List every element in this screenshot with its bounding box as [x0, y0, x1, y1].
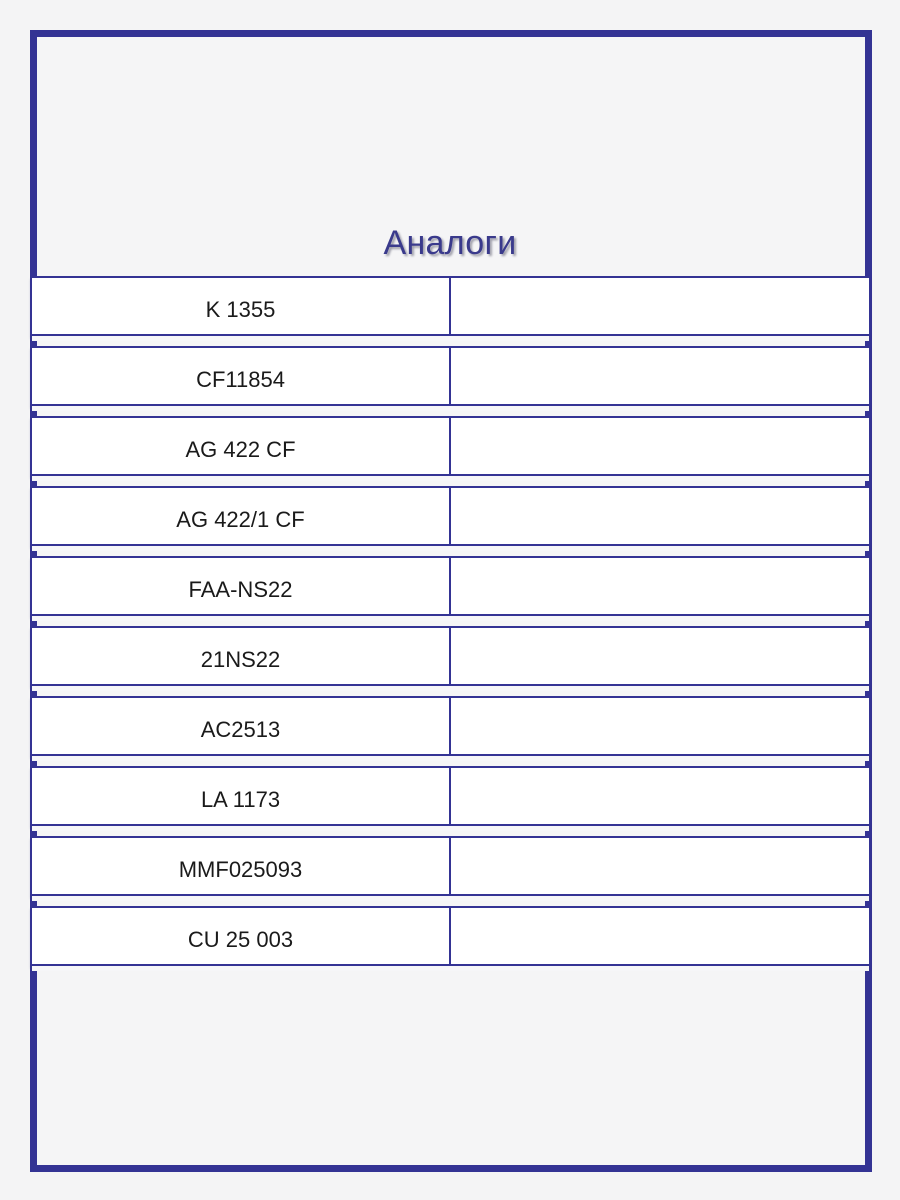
table-row [30, 626, 871, 686]
analog-code-cell: AG 422/1 CF [32, 488, 451, 544]
table-row [30, 416, 871, 476]
table-row [30, 276, 871, 336]
analogs-table [30, 276, 871, 976]
analog-code-cell: FAA-NS22 [32, 558, 451, 614]
empty-cell [451, 488, 869, 544]
page-title: Аналоги [383, 224, 517, 262]
empty-cell [451, 348, 869, 404]
empty-cell [451, 558, 869, 614]
table-row [30, 836, 871, 896]
empty-cell [451, 698, 869, 754]
analog-code-cell: CF11854 [32, 348, 451, 404]
analog-code-cell: CU 25 003 [32, 908, 451, 964]
analog-code-cell: K 1355 [32, 278, 451, 334]
empty-cell [451, 278, 869, 334]
analog-code-cell: 21NS22 [32, 628, 451, 684]
table-row [30, 346, 871, 406]
analog-code-cell: AG 422 CF [32, 418, 451, 474]
table-row [30, 766, 871, 826]
table-row [30, 696, 871, 756]
table-row [30, 556, 871, 616]
empty-cell [451, 418, 869, 474]
analog-code-cell: MMF025093 [32, 838, 451, 894]
empty-cell [451, 768, 869, 824]
table-row [30, 486, 871, 546]
empty-cell [451, 838, 869, 894]
empty-cell [451, 628, 869, 684]
analog-code-cell: AC2513 [32, 698, 451, 754]
empty-cell [451, 908, 869, 964]
table-row [30, 906, 871, 966]
analog-code-cell: LA 1173 [32, 768, 451, 824]
